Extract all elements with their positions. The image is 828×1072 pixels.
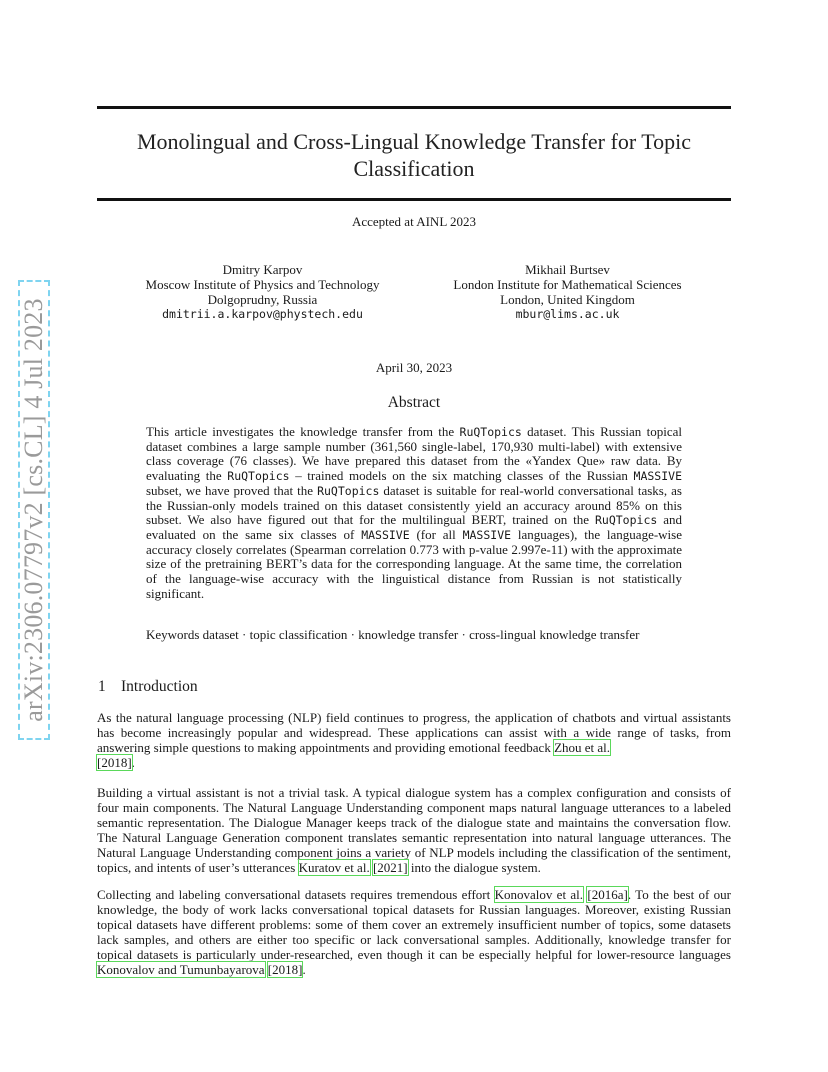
dataset-name: MASSIVE — [361, 527, 410, 542]
author-email[interactable]: dmitrii.a.karpov@phystech.edu — [162, 307, 363, 321]
citation-link[interactable]: Konovalov et al. — [494, 887, 584, 902]
abstract-heading: Abstract — [387, 394, 441, 411]
dataset-name: MASSIVE — [633, 469, 682, 484]
section-title: Introduction — [121, 678, 198, 695]
dataset-name: RuQTopics — [317, 483, 380, 498]
author-block-2 — [425, 262, 710, 322]
citation-link[interactable]: [2021] — [372, 859, 408, 875]
paper-title: Monolingual and Cross-Lingual Knowledge Transfer for Topic Classification — [136, 129, 692, 181]
arxiv-stamp — [12, 280, 62, 740]
publication-date: April 30, 2023 — [375, 360, 453, 375]
dataset-name: RuQTopics — [459, 425, 522, 439]
title-rule-bottom — [97, 198, 731, 201]
author-affiliation: London Institute for Mathematical Sciences — [453, 277, 682, 292]
keywords: Keywords dataset · topic classification · knowledge transfer · cross-lingual knowledge transfer — [146, 627, 640, 642]
intro-paragraph-1: As the natural language processing (NLP) field continues to progress, the application of chatbots and virtual assistants has become increasingly popular and widespread. These applications can assist with a wide range of tasks, from answering simple questions to making appointments and providing emotional feedback Zhou et al. [2018]. — [97, 710, 731, 770]
citation-link[interactable]: Zhou et al. — [554, 739, 611, 755]
citation-link[interactable]: [2018] — [267, 961, 303, 977]
author-name: Mikhail Burtsev — [525, 262, 610, 277]
citation-link[interactable]: [2018] — [97, 754, 132, 770]
author-location: Dolgoprudny, Russia — [207, 292, 318, 307]
dataset-name: MASSIVE — [462, 527, 512, 542]
author-location: London, United Kingdom — [500, 292, 635, 307]
intro-paragraph-3: Collecting and labeling conversational datasets requires tremendous effort Konovalov et al. [2016a]. To the best of our knowledge, the body of work lacks conversational topical datasets for Russian languages. Moreover, existing Russian topical datasets have different problems: some of them cover an extremely insufficient number of topics, some datasets lack samples, and others are either too specific or lack conversational samples. Additionally, knowledge transfer for topical datasets is particularly under-researched, even though it can be especially helpful for lower-resource languages Konovalov and Tumunbayarova [2018]. — [97, 887, 732, 977]
author-name: Dmitry Karpov — [222, 262, 303, 277]
intro-paragraph-2: Building a virtual assistant is not a trivial task. A typical dialogue system has a complex configuration and consists of four main components. The Natural Language Understanding component maps natural language utterances to a labeled semantic representation. The Dialogue Manager keeps track of the dialogue state and maintains the conversation flow. The Natural Language Generation component translates semantic representation into natural language utterances. The Natural Language Understanding component joins a variety of NLP models including the classification of the sentiment, topics, and intents of user’s utterances Kuratov et al. [2021] into the dialogue system. — [97, 785, 731, 875]
title-rule-top — [97, 106, 731, 109]
author-block-1 — [120, 262, 405, 322]
abstract-text: This article investigates the knowledge transfer from the RuQTopics dataset. This Russian topical dataset combines a large sample number (361,560 single-label, 170,930 multi-label) with extensive class coverage (76 classes). We have prepared this dataset from the «Yandex Que» raw data. By evaluating the RuQTopics – trained models on the six matching classes of the Russian MASSIVE subset, we have proved that the RuQTopics dataset is suitable for real-world conversational tasks, as the Russian-only models trained on this dataset consistently yield an accuracy around 85% on this subset. We also have figured out that for the multilingual BERT, trained on the RuQTopics and evaluated on the same six classes of MASSIVE (for all MASSIVE languages), the language-wise accuracy closely correlates (Spearman correlation 0.773 with p-value 2.997e-11) with the approximate size of the pretraining BERT’s data for the corresponding language. At the same time, the correlation of the language-wise accuracy with the linguistical distance from Russian is not statistically significant. — [146, 424, 683, 601]
citation-link[interactable]: Kuratov et al. — [298, 859, 370, 875]
author-affiliation: Moscow Institute of Physics and Technology — [145, 277, 380, 292]
citation-link[interactable]: Konovalov and Tumunbayarova — [97, 961, 265, 977]
section-heading-introduction — [98, 678, 198, 696]
section-number: 1 — [98, 678, 106, 695]
arxiv-identifier[interactable]: arXiv:2306.07797v2 [cs.CL] 4 Jul 2023 — [19, 298, 48, 722]
acceptance-note: Accepted at AINL 2023 — [351, 214, 477, 229]
citation-link[interactable]: [2016a] — [587, 887, 628, 902]
dataset-name: RuQTopics — [227, 469, 290, 484]
author-email[interactable]: mbur@lims.ac.uk — [515, 307, 620, 321]
dataset-name: RuQTopics — [594, 513, 658, 528]
